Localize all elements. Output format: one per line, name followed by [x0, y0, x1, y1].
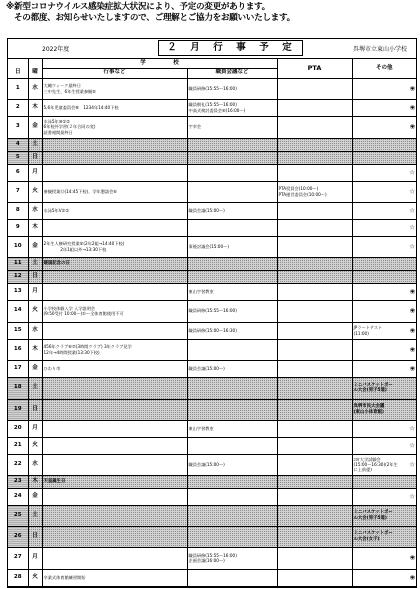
pta-cell — [277, 99, 352, 116]
weekday: 金 — [28, 236, 42, 257]
events-cell — [42, 300, 187, 322]
event-line: 天皇誕生日 — [43, 478, 66, 484]
day-number: 8 — [8, 202, 28, 219]
day-row — [8, 569, 416, 586]
weekday-header: 曜 — [28, 68, 42, 78]
events-cell — [42, 322, 187, 339]
staff-cell — [187, 399, 277, 420]
day-row — [8, 151, 416, 164]
other-cell — [352, 151, 416, 164]
staff-cell — [187, 488, 277, 505]
events-cell — [42, 236, 187, 257]
staff-line: 職員会議(15:00～) — [188, 207, 225, 213]
event-line: 卒業式体育館練習開始 — [43, 574, 86, 580]
other-line: ミニバスケットボー — [353, 510, 393, 516]
star-outline-icon: ☆ — [409, 223, 416, 231]
staff-cell — [187, 78, 277, 99]
weekday: 金 — [28, 488, 42, 505]
day-number: 9 — [8, 219, 28, 236]
pta-cell — [277, 569, 352, 586]
other-line: ル大会(男子5道) — [353, 388, 387, 393]
events-cell — [42, 202, 187, 219]
other-cell — [352, 339, 416, 360]
staff-cell — [187, 547, 277, 569]
staff-line: 職員会議(15:00～) — [188, 461, 225, 467]
staff-cell — [187, 377, 277, 399]
events-cell — [42, 99, 187, 116]
weekday: 土 — [28, 138, 42, 151]
notice-line-2: その都度、お知らせいたしますので、ご理解とご協力をお願いいたします。 — [14, 13, 295, 23]
day-row — [8, 219, 416, 236]
pta-cell — [277, 78, 352, 99]
staff-cell — [187, 437, 277, 454]
events-cell — [42, 360, 187, 377]
staff-line: 東山字習教室 — [188, 425, 214, 431]
day-row — [8, 322, 416, 339]
day-number: 28 — [8, 569, 28, 586]
weekday: 火 — [28, 437, 42, 454]
events-cell — [42, 257, 187, 270]
other-cell — [352, 420, 416, 437]
staff-cell — [187, 475, 277, 488]
staff-cell — [187, 300, 277, 322]
event-line: 小学校体験入学 入学説明会 — [43, 305, 96, 311]
events-cell — [42, 377, 187, 399]
schedule-table — [8, 59, 416, 587]
events-cell — [42, 151, 187, 164]
events-cell — [42, 526, 187, 547]
pta-cell — [277, 505, 352, 526]
star-outline-icon: ☆ — [409, 187, 416, 195]
events-cell — [42, 219, 187, 236]
day-row — [8, 99, 416, 116]
other-cell — [352, 219, 416, 236]
notice-line-1: ※新型コロナウイルス感染症拡大状況により、予定の変更があります。 — [6, 2, 270, 12]
staff-cell — [187, 360, 277, 377]
events-cell — [42, 420, 187, 437]
star-outline-icon: ☆ — [409, 460, 416, 468]
star-solid-icon: ❀ — [409, 573, 416, 581]
staff-cell — [187, 116, 277, 138]
event-line: 読書週間最終日 — [43, 129, 73, 135]
day-row — [8, 360, 416, 377]
other-line: ル大会(男子5道) — [353, 515, 387, 521]
weekday: 土 — [28, 377, 42, 399]
staff-cell — [187, 138, 277, 151]
day-number: 19 — [8, 399, 28, 420]
star-solid-icon: ❀ — [409, 84, 416, 92]
day-row — [8, 270, 416, 283]
staff-line: 職員研修(15:55～16:00) — [188, 85, 237, 91]
staff-line: 職員会議(15:00～) — [188, 365, 225, 371]
star-outline-icon: ☆ — [409, 168, 416, 176]
day-row — [8, 526, 416, 547]
star-outline-icon: ☆ — [409, 242, 416, 250]
day-number: 7 — [8, 181, 28, 202]
weekday: 木 — [28, 475, 42, 488]
other-cell — [352, 236, 416, 257]
staff-cell — [187, 420, 277, 437]
pta-cell — [277, 257, 352, 270]
other-cell — [352, 300, 416, 322]
events-cell — [42, 164, 187, 181]
staff-cell — [187, 164, 277, 181]
day-row — [8, 181, 416, 202]
star-solid-icon: ❀ — [409, 345, 416, 353]
day-number: 24 — [8, 488, 28, 505]
staff-cell — [187, 283, 277, 300]
event-line: (9:50受付 10:00～)①～全体育館使用不可 — [43, 311, 124, 316]
day-row — [8, 420, 416, 437]
events-cell — [42, 488, 187, 505]
pta-cell — [277, 270, 352, 283]
day-number: 22 — [8, 454, 28, 475]
events-cell — [42, 138, 187, 151]
other-header: その他 — [352, 59, 416, 78]
other-cell — [352, 116, 416, 138]
day-row — [8, 454, 416, 475]
weekday: 土 — [28, 257, 42, 270]
other-cell — [352, 78, 416, 99]
events-cell — [42, 78, 187, 99]
pta-cell — [277, 151, 352, 164]
day-row — [8, 399, 416, 420]
other-line: ミニバスケットボー — [353, 382, 393, 388]
day-row — [8, 257, 416, 270]
day-number: 18 — [8, 377, 28, 399]
other-cell — [352, 164, 416, 181]
other-line: (東山小体育館) — [353, 409, 384, 415]
day-row — [8, 138, 416, 151]
event-line: 建国記念の日 — [43, 260, 70, 266]
staff-cell — [187, 505, 277, 526]
weekday: 水 — [28, 202, 42, 219]
day-number: 23 — [8, 475, 28, 488]
other-cell — [352, 99, 416, 116]
day-number: 5 — [8, 151, 28, 164]
star-solid-icon: ❀ — [409, 326, 416, 334]
staff-line: 中高式検討委員会⑥(16:00～) — [188, 107, 246, 113]
events-cell — [42, 569, 187, 586]
school-name: 呉堺市立東山小学校 — [353, 46, 408, 53]
date-header: 日 — [8, 68, 28, 78]
day-number: 3 — [8, 116, 28, 138]
covid-notice — [6, 2, 295, 24]
event-line: 2年1組以外→13:30下校 — [43, 246, 107, 252]
day-number: 12 — [8, 270, 28, 283]
event-line: 2年生人権研究授業⑤(2年2組→14:40下校) — [43, 241, 125, 247]
events-cell — [42, 437, 187, 454]
day-row — [8, 547, 416, 569]
other-line: に上前提) — [353, 467, 372, 473]
other-line: JPラートテスト — [353, 325, 383, 331]
staff-cell — [187, 257, 277, 270]
star-solid-icon: ❀ — [409, 306, 416, 315]
star-outline-icon: ☆ — [409, 424, 416, 432]
staff-cell — [187, 202, 277, 219]
staff-line: 東山字習教室 — [188, 288, 214, 294]
weekday: 月 — [28, 547, 42, 569]
weekday: 月 — [28, 420, 42, 437]
staff-cell — [187, 219, 277, 236]
other-line: (15:00～16:30)(2年生 — [353, 461, 398, 467]
pta-header: PTA — [277, 59, 352, 78]
pta-cell — [277, 360, 352, 377]
event-line: 参観授業⑬(14:45下校)、学年懇談会⑥ — [43, 188, 118, 194]
other-cell — [352, 547, 416, 569]
staff-line: 事後討議会(15:00～) — [188, 243, 229, 249]
pta-line: PTA運営委員会(10:00～) — [278, 191, 327, 197]
day-number: 15 — [8, 322, 28, 339]
event-line: 三中先生、6年生授業参観⑤ — [43, 88, 96, 94]
weekday: 日 — [28, 526, 42, 547]
weekday: 日 — [28, 399, 42, 420]
fiscal-year: 2022年度 — [42, 46, 70, 53]
day-row — [8, 116, 416, 138]
pta-cell — [277, 454, 352, 475]
other-line: ｺﾛﾅ大学試験会 — [353, 456, 381, 462]
day-number: 27 — [8, 547, 28, 569]
day-number: 26 — [8, 526, 28, 547]
star-outline-icon: ☆ — [409, 492, 416, 500]
other-cell — [352, 138, 416, 151]
staff-cell — [187, 322, 277, 339]
pta-cell — [277, 437, 352, 454]
other-cell — [352, 569, 416, 586]
other-cell — [352, 488, 416, 505]
day-number: 21 — [8, 437, 28, 454]
weekday: 金 — [28, 360, 42, 377]
staff-meetings-header: 職員会議など — [187, 68, 277, 78]
other-cell — [352, 377, 416, 399]
staff-line: 企画会議(16:00～) — [188, 558, 225, 563]
pta-cell — [277, 202, 352, 219]
day-row — [8, 78, 416, 99]
other-cell — [352, 181, 416, 202]
star-solid-icon: ❀ — [409, 122, 416, 131]
staff-cell — [187, 99, 277, 116]
pta-cell — [277, 164, 352, 181]
other-line: ル大会(女子) — [353, 536, 380, 542]
other-line: (11:00) — [353, 330, 369, 336]
day-number: 13 — [8, 283, 28, 300]
day-number: 20 — [8, 420, 28, 437]
events-cell — [42, 547, 187, 569]
events-header: 行事など — [42, 68, 187, 78]
other-cell — [352, 257, 416, 270]
date-header-spacer — [8, 59, 28, 68]
day-number: 10 — [8, 236, 28, 257]
pta-cell — [277, 283, 352, 300]
staff-cell — [187, 151, 277, 164]
pta-cell — [277, 547, 352, 569]
other-cell — [352, 202, 416, 219]
events-cell — [42, 339, 187, 360]
events-cell — [42, 283, 187, 300]
event-line: 水泳5年V①② — [43, 207, 70, 213]
day-row — [8, 339, 416, 360]
weekday: 土 — [28, 505, 42, 526]
weekday: 日 — [28, 270, 42, 283]
other-cell — [352, 360, 416, 377]
pta-cell — [277, 116, 352, 138]
weekday: 金 — [28, 116, 42, 138]
weekday-header-spacer — [28, 59, 42, 68]
pta-cell — [277, 300, 352, 322]
pta-cell — [277, 138, 352, 151]
events-cell — [42, 475, 187, 488]
weekday: 水 — [28, 454, 42, 475]
days-body — [8, 78, 416, 586]
day-number: 17 — [8, 360, 28, 377]
events-cell — [42, 505, 187, 526]
staff-cell — [187, 270, 277, 283]
day-number: 4 — [8, 138, 28, 151]
staff-cell — [187, 181, 277, 202]
day-row — [8, 437, 416, 454]
day-row — [8, 202, 416, 219]
event-line: 6年校外学習(２年合同の変) — [43, 124, 96, 130]
star-solid-icon: ❀ — [409, 287, 416, 295]
other-cell — [352, 270, 416, 283]
weekday: 木 — [28, 99, 42, 116]
page-title: ２ 月 行 事 予 定 — [158, 40, 303, 56]
pta-cell — [277, 475, 352, 488]
pta-cell — [277, 236, 352, 257]
events-cell — [42, 116, 187, 138]
pta-cell — [277, 488, 352, 505]
staff-cell — [187, 569, 277, 586]
day-row — [8, 475, 416, 488]
staff-cell — [187, 236, 277, 257]
star-solid-icon: ❀ — [409, 553, 416, 562]
events-cell — [42, 270, 187, 283]
other-cell — [352, 322, 416, 339]
day-row — [8, 300, 416, 322]
event-line: 12年→4時間授業(13:30下校) — [43, 349, 100, 355]
other-cell — [352, 399, 416, 420]
day-row — [8, 164, 416, 181]
other-line: ミニバスケットボー — [353, 531, 393, 537]
pta-cell — [277, 219, 352, 236]
star-solid-icon: ❀ — [409, 364, 416, 372]
star-outline-icon: ☆ — [409, 206, 416, 214]
day-number: 14 — [8, 300, 28, 322]
day-number: 2 — [8, 99, 28, 116]
weekday: 火 — [28, 569, 42, 586]
weekday: 日 — [28, 151, 42, 164]
event-line: 大縄ウィーク最終日 — [43, 83, 81, 89]
events-cell — [42, 181, 187, 202]
day-number: 16 — [8, 339, 28, 360]
day-number: 6 — [8, 164, 28, 181]
pta-cell — [277, 526, 352, 547]
staff-line: 字幸会 — [188, 124, 202, 130]
other-cell — [352, 505, 416, 526]
event-line: ひわり市 — [43, 365, 61, 371]
weekday: 木 — [28, 339, 42, 360]
other-cell — [352, 526, 416, 547]
staff-line: 職員研修(15:55～16:00) — [188, 308, 237, 314]
schedule-sheet — [7, 38, 417, 588]
schedule-header — [8, 39, 416, 59]
pta-cell — [277, 377, 352, 399]
other-cell — [352, 437, 416, 454]
weekday: 火 — [28, 181, 42, 202]
day-row — [8, 377, 416, 399]
staff-cell — [187, 526, 277, 547]
day-number: 1 — [8, 78, 28, 99]
event-line: 456年クラブ⑥⑦(3時間クラブ) 3年クラブ見学 — [43, 344, 132, 350]
weekday: 月 — [28, 164, 42, 181]
staff-cell — [187, 454, 277, 475]
star-solid-icon: ❀ — [409, 103, 416, 111]
weekday: 水 — [28, 322, 42, 339]
event-line: 水泳5年⑩①② — [43, 119, 70, 125]
pta-cell — [277, 399, 352, 420]
day-number: 11 — [8, 257, 28, 270]
events-cell — [42, 454, 187, 475]
pta-line: PTA役員会(10:00～) — [278, 186, 319, 192]
events-cell — [42, 399, 187, 420]
day-row — [8, 236, 416, 257]
other-cell — [352, 475, 416, 488]
other-line: 呉堺市民大会議 — [353, 404, 385, 410]
day-row — [8, 283, 416, 300]
weekday: 水 — [28, 78, 42, 99]
weekday: 月 — [28, 283, 42, 300]
staff-line: 職員朝礼(15:55～16:00) — [188, 102, 237, 108]
staff-line: 職員研修(15:55～16:00) — [188, 552, 237, 558]
day-row — [8, 488, 416, 505]
pta-cell — [277, 420, 352, 437]
school-group-header: 学 校 — [42, 59, 277, 68]
weekday: 木 — [28, 219, 42, 236]
day-row — [8, 505, 416, 526]
staff-line: 職員研修(15:00～16:30) — [188, 327, 237, 333]
pta-cell — [277, 181, 352, 202]
pta-cell — [277, 339, 352, 360]
other-cell — [352, 283, 416, 300]
day-number: 25 — [8, 505, 28, 526]
star-outline-icon: ☆ — [409, 441, 416, 449]
pta-cell — [277, 322, 352, 339]
staff-cell — [187, 339, 277, 360]
other-cell — [352, 454, 416, 475]
event-line: 5,6年児童委員会⑧ 1234年14:40下校 — [43, 104, 119, 110]
weekday: 火 — [28, 300, 42, 322]
